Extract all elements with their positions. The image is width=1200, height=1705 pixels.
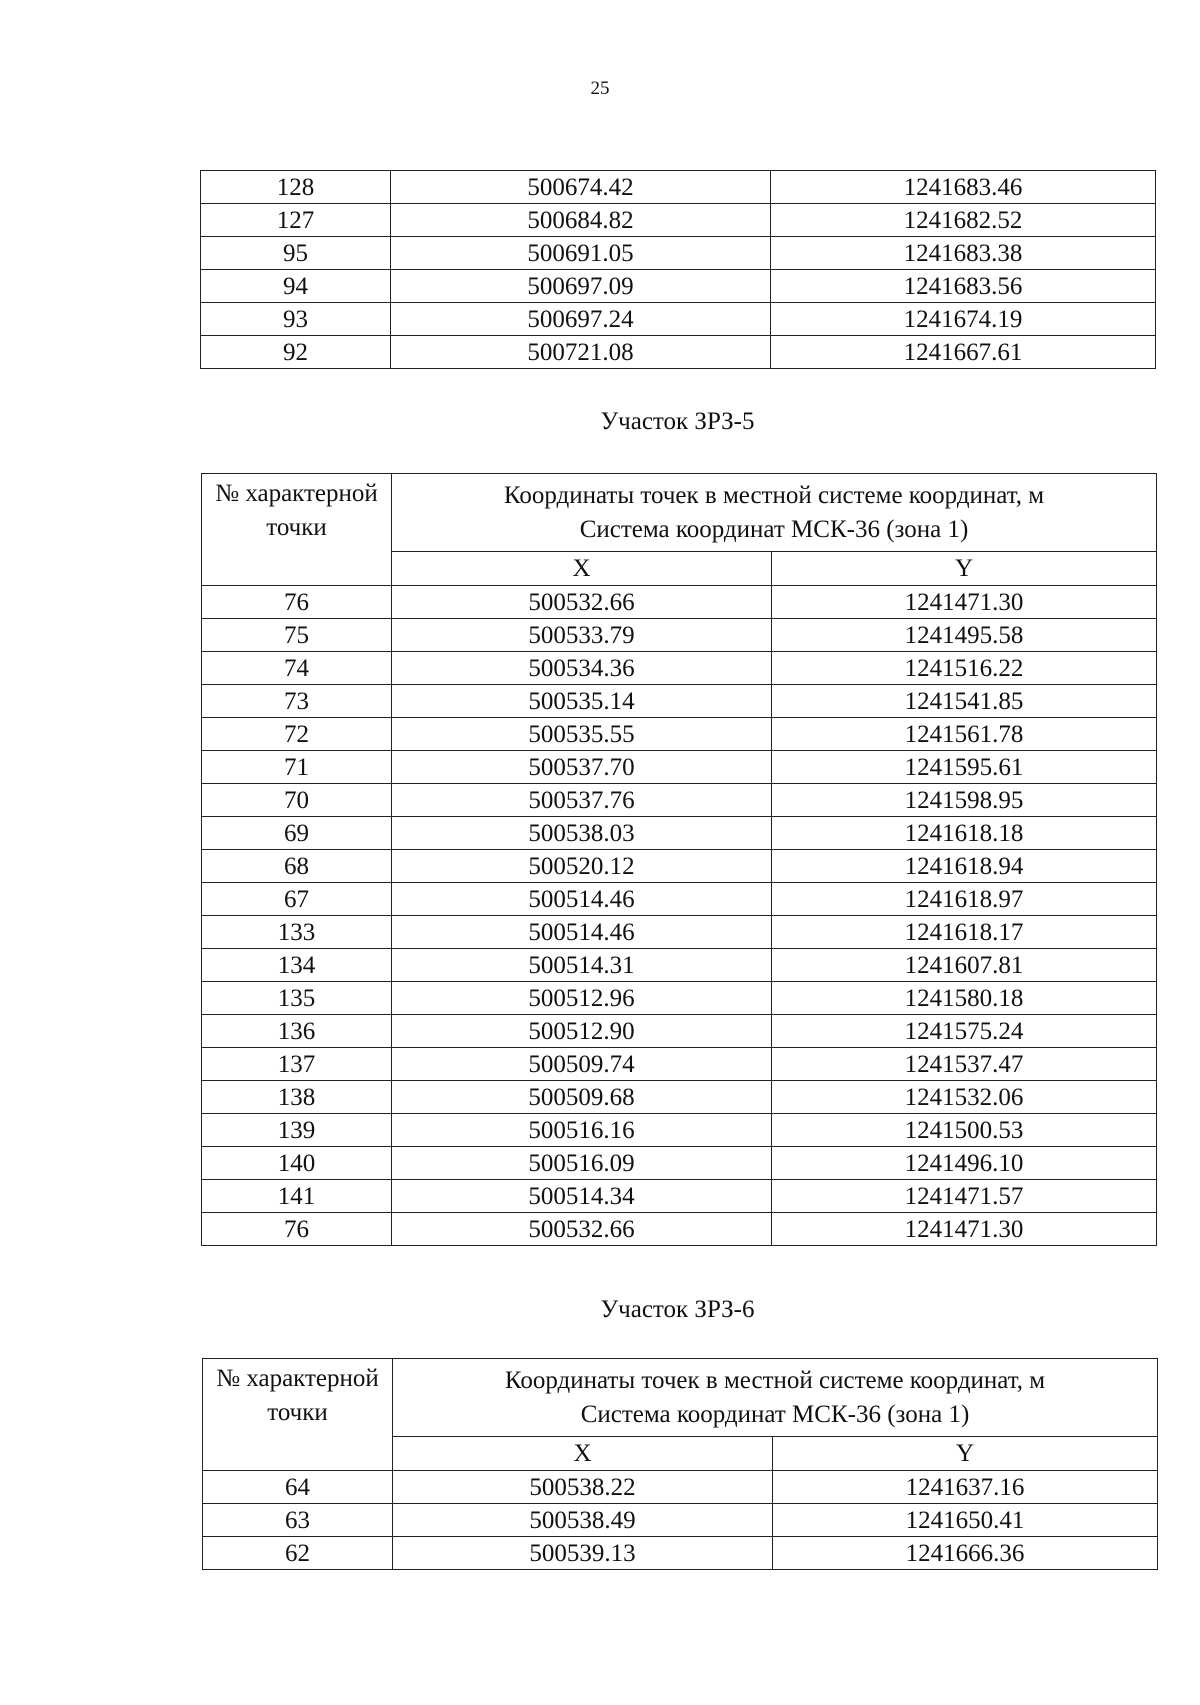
x-coordinate-cell: 500532.66 [392, 1213, 772, 1246]
x-coordinate-cell: 500539.13 [393, 1537, 773, 1570]
point-number-cell: 138 [202, 1081, 392, 1114]
point-number-cell: 136 [202, 1015, 392, 1048]
table-row [202, 685, 1157, 718]
point-number-cell: 139 [202, 1114, 392, 1147]
page-number: 25 [590, 78, 610, 99]
y-coordinate-cell: 1241471.30 [772, 1213, 1157, 1246]
table-row [202, 1180, 1157, 1213]
table-row [202, 982, 1157, 1015]
point-number-cell: 68 [202, 850, 392, 883]
table-row [202, 586, 1157, 619]
table-row [202, 1048, 1157, 1081]
y-coordinate-cell: 1241516.22 [772, 652, 1157, 685]
zrz6-coordinates-table [202, 1358, 1158, 1570]
coordinates-header-line2: Система координат МСК-36 (зона 1) [580, 1400, 970, 1428]
point-number-cell: 76 [202, 586, 392, 619]
y-coordinate-cell: 1241637.16 [773, 1471, 1158, 1504]
point-number-cell: 128 [201, 171, 391, 204]
table-row [201, 171, 1156, 204]
x-coordinate-cell: 500691.05 [391, 237, 771, 270]
x-coordinate-cell: 500520.12 [392, 850, 772, 883]
point-number-cell: 69 [202, 817, 392, 850]
x-coordinate-cell: 500684.82 [391, 204, 771, 237]
x-coordinate-cell: 500516.16 [392, 1114, 772, 1147]
table-row [202, 883, 1157, 916]
table-row [202, 916, 1157, 949]
y-coordinate-cell: 1241667.61 [771, 336, 1156, 369]
coordinates-header [392, 474, 1157, 552]
table-row [202, 1081, 1157, 1114]
x-coordinate-cell: 500534.36 [392, 652, 772, 685]
point-number-cell: 92 [201, 336, 391, 369]
table-row [202, 784, 1157, 817]
table-row [202, 652, 1157, 685]
point-number-cell: 95 [201, 237, 391, 270]
y-coordinate-cell: 1241683.56 [771, 270, 1156, 303]
y-coordinate-cell: 1241495.58 [772, 619, 1157, 652]
point-number-cell: 76 [202, 1213, 392, 1246]
y-coordinate-cell: 1241598.95 [772, 784, 1157, 817]
y-coordinate-cell: 1241618.94 [772, 850, 1157, 883]
point-number-cell: 72 [202, 718, 392, 751]
x-coordinate-cell: 500538.03 [392, 817, 772, 850]
table-row [202, 850, 1157, 883]
table-row [202, 1147, 1157, 1180]
x-column-header: X [392, 552, 772, 586]
y-column-header: Y [773, 1437, 1158, 1471]
coordinates-header-line1: Координаты точек в местной системе координат, м [503, 481, 1045, 509]
table-row [202, 718, 1157, 751]
point-number-cell: 63 [203, 1504, 393, 1537]
x-coordinate-cell: 500535.55 [392, 718, 772, 751]
x-coordinate-cell: 500532.66 [392, 586, 772, 619]
table-row [202, 817, 1157, 850]
point-number-header: № характерной точки [203, 1359, 393, 1471]
continuation-table-body [201, 171, 1156, 369]
point-number-cell: 127 [201, 204, 391, 237]
y-coordinate-cell: 1241674.19 [771, 303, 1156, 336]
point-number-cell: 74 [202, 652, 392, 685]
y-coordinate-cell: 1241682.52 [771, 204, 1156, 237]
y-coordinate-cell: 1241537.47 [772, 1048, 1157, 1081]
point-number-cell: 137 [202, 1048, 392, 1081]
x-coordinate-cell: 500512.90 [392, 1015, 772, 1048]
point-number-cell: 140 [202, 1147, 392, 1180]
point-number-header: № характерной точки [202, 474, 392, 586]
table-row [202, 949, 1157, 982]
x-coordinate-cell: 500697.09 [391, 270, 771, 303]
x-coordinate-cell: 500535.14 [392, 685, 772, 718]
x-coordinate-cell: 500514.34 [392, 1180, 772, 1213]
table-row [201, 204, 1156, 237]
coordinates-header-line2: Система координат МСК-36 (зона 1) [579, 515, 969, 543]
y-coordinate-cell: 1241532.06 [772, 1081, 1157, 1114]
y-coordinate-cell: 1241471.30 [772, 586, 1157, 619]
y-coordinate-cell: 1241618.17 [772, 916, 1157, 949]
x-coordinate-cell: 500538.22 [393, 1471, 773, 1504]
zrz6-table-body [203, 1471, 1158, 1570]
y-coordinate-cell: 1241561.78 [772, 718, 1157, 751]
table-row [203, 1504, 1158, 1537]
table-row [201, 237, 1156, 270]
x-coordinate-cell: 500509.68 [392, 1081, 772, 1114]
x-coordinate-cell: 500674.42 [391, 171, 771, 204]
x-coordinate-cell: 500509.74 [392, 1048, 772, 1081]
x-coordinate-cell: 500514.46 [392, 916, 772, 949]
section-title-zrz6: Участок ЗРЗ-6 [600, 1296, 755, 1323]
y-coordinate-cell: 1241666.36 [773, 1537, 1158, 1570]
point-number-cell: 62 [203, 1537, 393, 1570]
point-number-cell: 71 [202, 751, 392, 784]
x-column-header: X [393, 1437, 773, 1471]
x-coordinate-cell: 500512.96 [392, 982, 772, 1015]
point-number-cell: 70 [202, 784, 392, 817]
point-number-cell: 141 [202, 1180, 392, 1213]
point-number-cell: 134 [202, 949, 392, 982]
y-coordinate-cell: 1241496.10 [772, 1147, 1157, 1180]
x-coordinate-cell: 500533.79 [392, 619, 772, 652]
x-coordinate-cell: 500538.49 [393, 1504, 773, 1537]
y-coordinate-cell: 1241618.18 [772, 817, 1157, 850]
table-row [201, 270, 1156, 303]
table-row [202, 619, 1157, 652]
y-coordinate-cell: 1241618.97 [772, 883, 1157, 916]
y-coordinate-cell: 1241683.46 [771, 171, 1156, 204]
table-row [202, 1213, 1157, 1246]
y-coordinate-cell: 1241580.18 [772, 982, 1157, 1015]
y-coordinate-cell: 1241471.57 [772, 1180, 1157, 1213]
y-coordinate-cell: 1241607.81 [772, 949, 1157, 982]
point-number-cell: 94 [201, 270, 391, 303]
coordinates-header-line1: Координаты точек в местной системе координат, м [504, 1366, 1046, 1394]
table-row [202, 1015, 1157, 1048]
y-coordinate-cell: 1241650.41 [773, 1504, 1158, 1537]
y-coordinate-cell: 1241575.24 [772, 1015, 1157, 1048]
table-row [203, 1537, 1158, 1570]
table-row [201, 336, 1156, 369]
y-column-header: Y [772, 552, 1157, 586]
table-row [202, 1114, 1157, 1147]
x-coordinate-cell: 500721.08 [391, 336, 771, 369]
x-coordinate-cell: 500514.46 [392, 883, 772, 916]
coordinates-header [393, 1359, 1158, 1437]
point-number-cell: 135 [202, 982, 392, 1015]
point-number-cell: 64 [203, 1471, 393, 1504]
section-title-zrz5: Участок ЗРЗ-5 [600, 408, 755, 435]
y-coordinate-cell: 1241595.61 [772, 751, 1157, 784]
point-number-cell: 75 [202, 619, 392, 652]
y-coordinate-cell: 1241541.85 [772, 685, 1157, 718]
point-number-cell: 93 [201, 303, 391, 336]
x-coordinate-cell: 500537.76 [392, 784, 772, 817]
table-row [203, 1471, 1158, 1504]
x-coordinate-cell: 500537.70 [392, 751, 772, 784]
continuation-coordinates-table [200, 170, 1156, 369]
y-coordinate-cell: 1241683.38 [771, 237, 1156, 270]
table-row [201, 303, 1156, 336]
zrz5-table-body [202, 586, 1157, 1246]
zrz5-coordinates-table [201, 473, 1157, 1246]
point-number-cell: 67 [202, 883, 392, 916]
x-coordinate-cell: 500516.09 [392, 1147, 772, 1180]
x-coordinate-cell: 500514.31 [392, 949, 772, 982]
point-number-cell: 133 [202, 916, 392, 949]
x-coordinate-cell: 500697.24 [391, 303, 771, 336]
y-coordinate-cell: 1241500.53 [772, 1114, 1157, 1147]
point-number-cell: 73 [202, 685, 392, 718]
table-row [202, 751, 1157, 784]
